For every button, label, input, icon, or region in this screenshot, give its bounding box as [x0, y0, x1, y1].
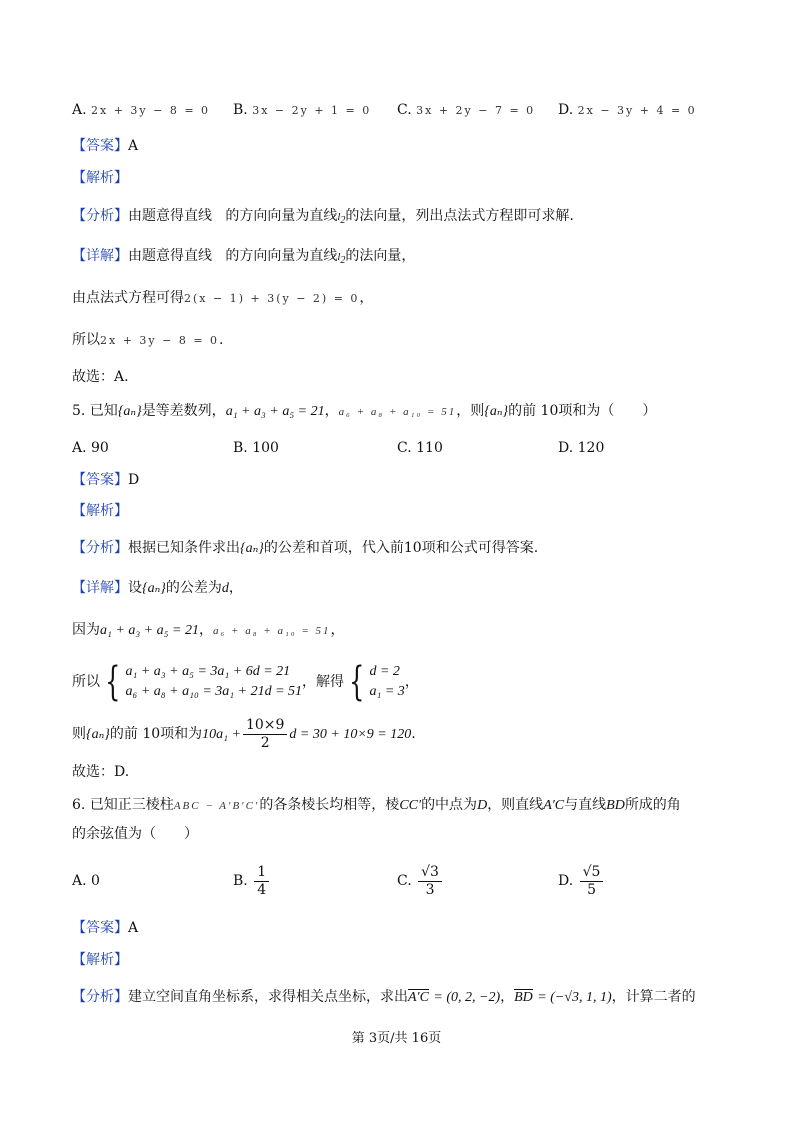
q4-option-c: C. 3x + 2y − 7 = 0	[397, 102, 536, 118]
q5-option-a: A. 90	[72, 440, 109, 456]
left-brace: {	[349, 659, 365, 705]
q4-step2: 所以2x + 3y − 8 = 0.	[72, 332, 224, 348]
page-footer: 第 3页/共 16页	[351, 1031, 442, 1046]
q6-fenxi: 【分析】建立空间直角坐标系，求得相关点坐标，求出A′C = (0, 2, −2)，BD = (−√3, 1, 1)，计算二者的	[72, 989, 696, 1005]
q4-option-b: B. 3x − 2y + 1 = 0	[233, 102, 372, 118]
q6-option-d: D. $\frac{√5}{5}$	[558, 858, 605, 904]
q5-option-d: D. 120	[558, 440, 605, 456]
q5-system: 所以 { a₁ + a₃ + a₅ = 3a₁ + 6d = 21 a₆ + a₈ + a₁₀ = 3a₁ + 21d = 51 ，解得 { d = 2 a₁ = 3 ，	[72, 652, 419, 712]
q5-xiangjie: 【详解】设{aₙ}的公差为d，	[72, 580, 243, 596]
q6-analysis-heading: 【解析】	[72, 952, 128, 968]
q6-stem-line1: 6. 已知正三棱柱ABC − A′B′C′的各条棱长均相等，棱CC′的中点为D，则直线A′C与直线BD所成的角	[72, 797, 681, 813]
q4-step1: 由点法式方程可得2(x − 1) + 3(y − 2) = 0，	[72, 290, 374, 306]
q6-option-c: C. $\frac{√3}{3}$	[397, 858, 444, 904]
q4-option-d: D. 2x − 3y + 4 = 0	[558, 102, 697, 118]
q6-answer: 【答案】A	[72, 920, 139, 936]
q5-option-c: C. 110	[397, 440, 443, 456]
q4-analysis-heading: 【解析】	[72, 170, 128, 186]
q5-sum: 则{aₙ}的前 10项和为10a₁ + $\frac{10\times 9}{2}$ d = 30 + 10×9 = 120.	[72, 716, 416, 751]
q5-fenxi: 【分析】根据已知条件求出{aₙ}的公差和首项，代入前10项和公式可得答案.	[72, 540, 539, 556]
q5-because: 因为a₁ + a₃ + a₅ = 21，a₆ + a₈ + a₁₀ = 51，	[72, 622, 345, 638]
left-brace: {	[105, 659, 121, 705]
q6-option-b: B. $\frac{1}{4}$	[233, 858, 271, 904]
fraction: $\frac{10\times 9}{2}$	[243, 717, 287, 752]
q4-option-a: A. 2x + 3y − 8 = 0	[72, 102, 211, 118]
q4-xiangjie: 【详解】由题意得直线 的方向向量为直线$l_2$的法向量，	[72, 248, 416, 266]
q5-analysis-heading: 【解析】	[72, 503, 128, 519]
q5-answer: 【答案】D	[72, 472, 140, 488]
q6-option-a: A. 0	[72, 873, 100, 889]
q5-option-b: B. 100	[233, 440, 279, 456]
q4-fenxi: 【分析】由题意得直线 的方向向量为直线$l_2$的法向量，列出点法式方程即可求解.	[72, 208, 574, 226]
q6-stem-line2: 的余弦值为（ ）	[72, 826, 198, 842]
q5-stem: 5. 已知{aₙ}是等差数列，a₁ + a₃ + a₅ = 21，a₆ + a₈ + a₁₀ = 51，则{aₙ}的前 10项和为（ ）	[72, 403, 657, 419]
q4-choice: 故选：A.	[72, 369, 129, 385]
q4-answer: 【答案】A	[72, 138, 139, 154]
q5-choice: 故选：D.	[72, 764, 130, 780]
